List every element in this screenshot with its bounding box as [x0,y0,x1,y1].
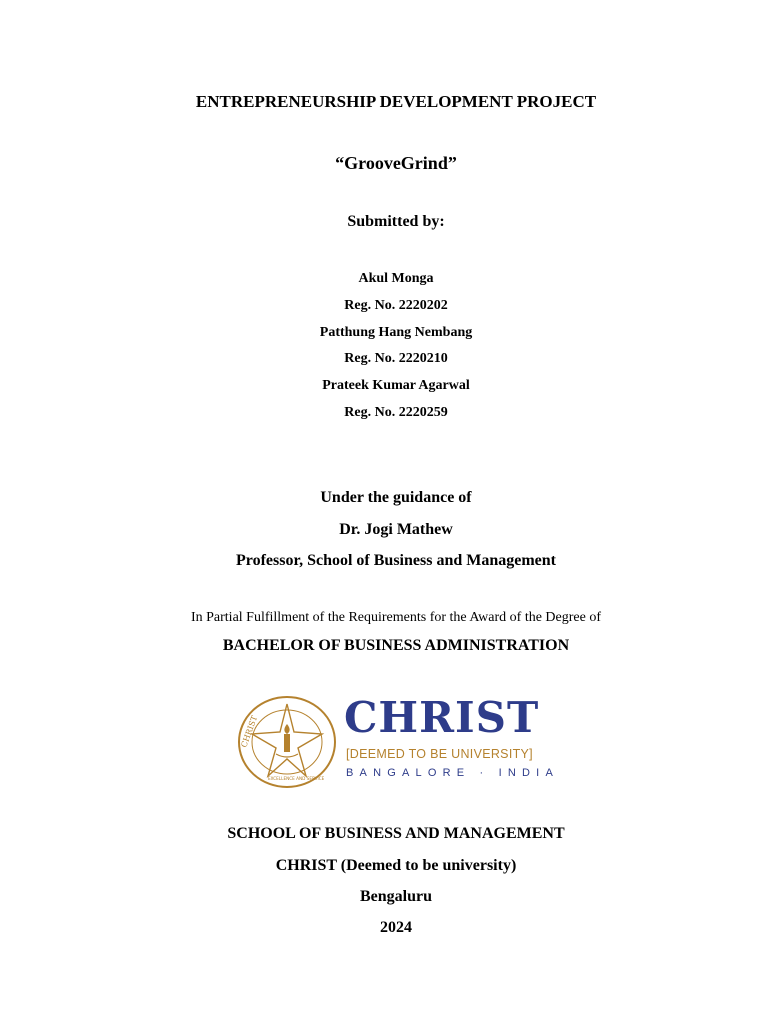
seal-motto: EXCELLENCE AND SERVICE [268,776,325,781]
seal-text: CHRIST [239,714,260,749]
city-name: Bengaluru [359,888,432,905]
logo-name: CHRIST [344,693,540,742]
fulfillment-text: In Partial Fulfillment of the Requirements for the Award of the Degree of [190,610,602,625]
university-name: CHRIST (Deemed to be university) [275,857,517,874]
guidance-label: Under the guidance of [320,489,472,506]
project-title: ENTREPRENEURSHIP DEVELOPMENT PROJECT [195,92,597,111]
guide-name: Dr. Jogi Mathew [339,521,453,538]
christ-university-logo [236,693,559,794]
member-name: Patthung Hang Nembang [319,325,473,340]
logo-subtitle: [DEEMED TO BE UNIVERSITY] [346,747,533,761]
member-name: Akul Monga [358,271,434,286]
guide-title: Professor, School of Business and Management [235,552,557,569]
logo-location: BANGALORE · INDIA [346,767,559,779]
submitted-by-label: Submitted by: [347,213,445,230]
member-reg-no: Reg. No. 2220210 [344,351,448,366]
project-name: “GrooveGrind” [335,153,457,173]
member-reg-no: Reg. No. 2220202 [344,298,448,313]
member-name: Prateek Kumar Agarwal [322,378,470,393]
year: 2024 [380,919,412,936]
degree-name: BACHELOR OF BUSINESS ADMINISTRATION [222,637,570,654]
school-name: SCHOOL OF BUSINESS AND MANAGEMENT [227,825,565,842]
member-reg-no: Reg. No. 2220259 [344,405,448,420]
university-seal-icon [236,694,338,790]
